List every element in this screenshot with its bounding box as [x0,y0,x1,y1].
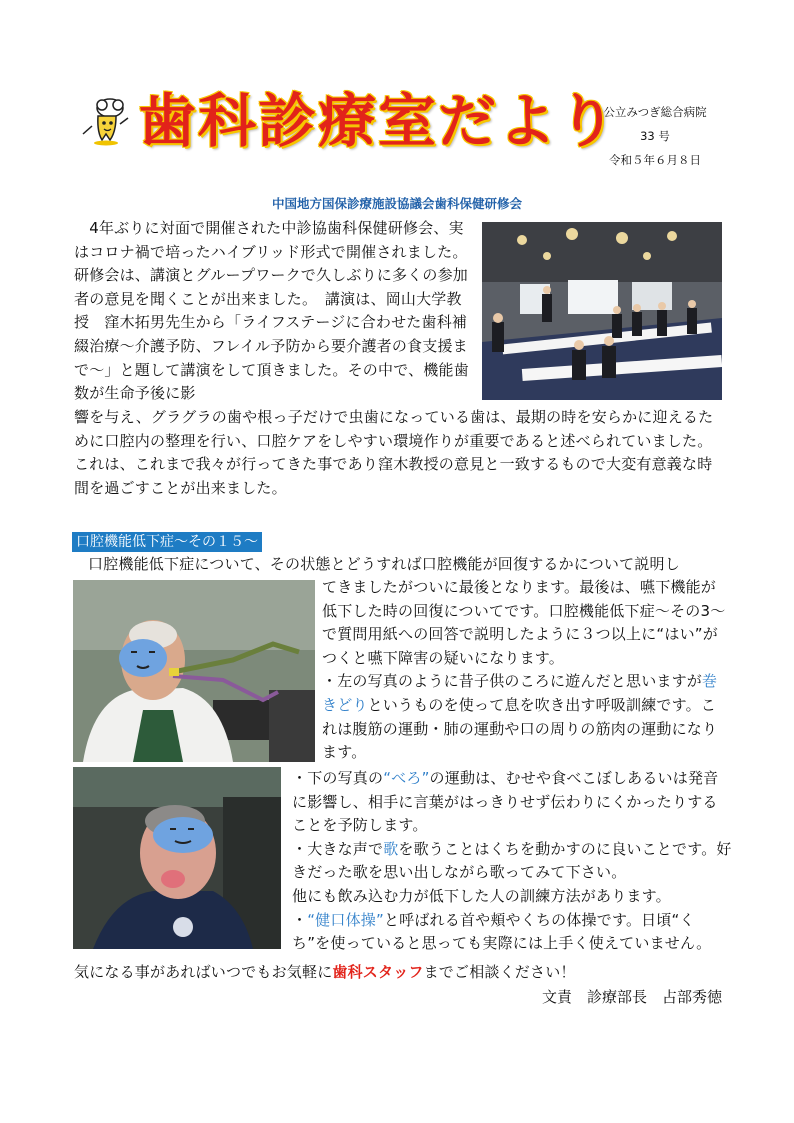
article2-intro: 口腔機能低下症について、その状態とどうすれば口腔機能が回復するかについて説明し [88,555,680,573]
recovery-explanation: てきましたがついに最後となります。最後は、嚥下機能が低下した時の回復についてです。口腔機能低下症～その3～で質問用紙への回答で説明したように３つ以上に“はい”がつくと嚥下障害の疑いになります。 [322,578,726,667]
newsletter-title: 歯科診療室だより [138,87,619,155]
section-label: 口腔機能低下症～その１５～ [72,532,262,552]
tooth-mascot-icon [80,96,132,146]
article1-paragraph-bottom: 響を与え、グラグラの歯や根っ子だけで虫歯になっている歯は、最期の時を安らかに迎えるために口腔内の整理を行い、口腔ケアをしやすい環境作りが重要であると述べられていました。これは、これまで我々が行ってきた事であり窪木教授の意見と一致するもので大変有意義な時間を過ごすことが出来ました。 [74,408,714,497]
highlight-kenkou-taisou: “健口体操” [307,910,384,929]
highlight-makidori: 巻きどり [322,672,718,714]
bullet-song: ・大きな声で歌を歌うことはくちを動かすのに良いことです。好きだった歌を思い出しながら歌ってみて下さい。 [292,839,732,882]
highlight-dental-staff: 歯科スタッフ [332,963,424,981]
article1-headline: 中国地方国保診療施設協議会歯科保健研修会 [271,196,522,211]
other-training-note: 他にも飲み込む力が低下した人の訓練方法があります。 [292,886,671,905]
conference-photo [482,222,722,400]
highlight-bero: “べろ” [383,769,430,787]
tongue-exercise-photo [73,767,281,949]
hospital-name: 公立みつぎ総合病院 [603,105,707,119]
article1-paragraph-top: 4年ぶりに対面で開催された中診協歯科保健研修会、実はコロナ禍で培ったハイブリッド形式で開催されました。研修会は、講演とグループワークで久しぶりに多くの参加者の意見を聞くことが出来ました。 講演は、岡山大学教授 窪木拓男先生から「ライフステージに合わせた歯科補綴治療～介護予防、フレイル予防から要介護者の食支援まで～」と題して講演をして頂きました。その中で、機能歯数が生命予後に影 [74,219,469,403]
highlight-song: 歌 [383,839,399,858]
bullet-kenkou-taisou: ・“健口体操”と呼ばれる首や頬やくちの体操です。日頃“くち”を使っていると思っても実際には上手く使えていません。 [292,910,712,953]
article2-lower-column [292,767,732,956]
issue-date: 令和５年６月８日 [609,153,701,167]
article2-right-column [322,576,726,765]
closing-line: 気になる事があればいつでもお気軽に歯科スタッフまでご相談ください！ [74,963,576,981]
bullet-makidori: ・左の写真のように昔子供のころに遊んだと思いますが巻きどりというものを使って息を吹き出す呼吸訓練です。これは腹筋の運動・肺の運動や口の周りの筋肉の運動になります。 [322,672,718,762]
blowing-exercise-photo [73,580,315,762]
bullet-bero: ・下の写真の“べろ”の運動は、むせや食べこぼしあるいは発音に影響し、相手に言葉がはっきりせず伝わりにくかったりすることを予防します。 [292,769,719,835]
issuer-block [596,100,714,172]
issue-number: 33 号 [640,129,670,143]
author-signature: 文責 診療部長 占部秀徳 [541,988,722,1006]
